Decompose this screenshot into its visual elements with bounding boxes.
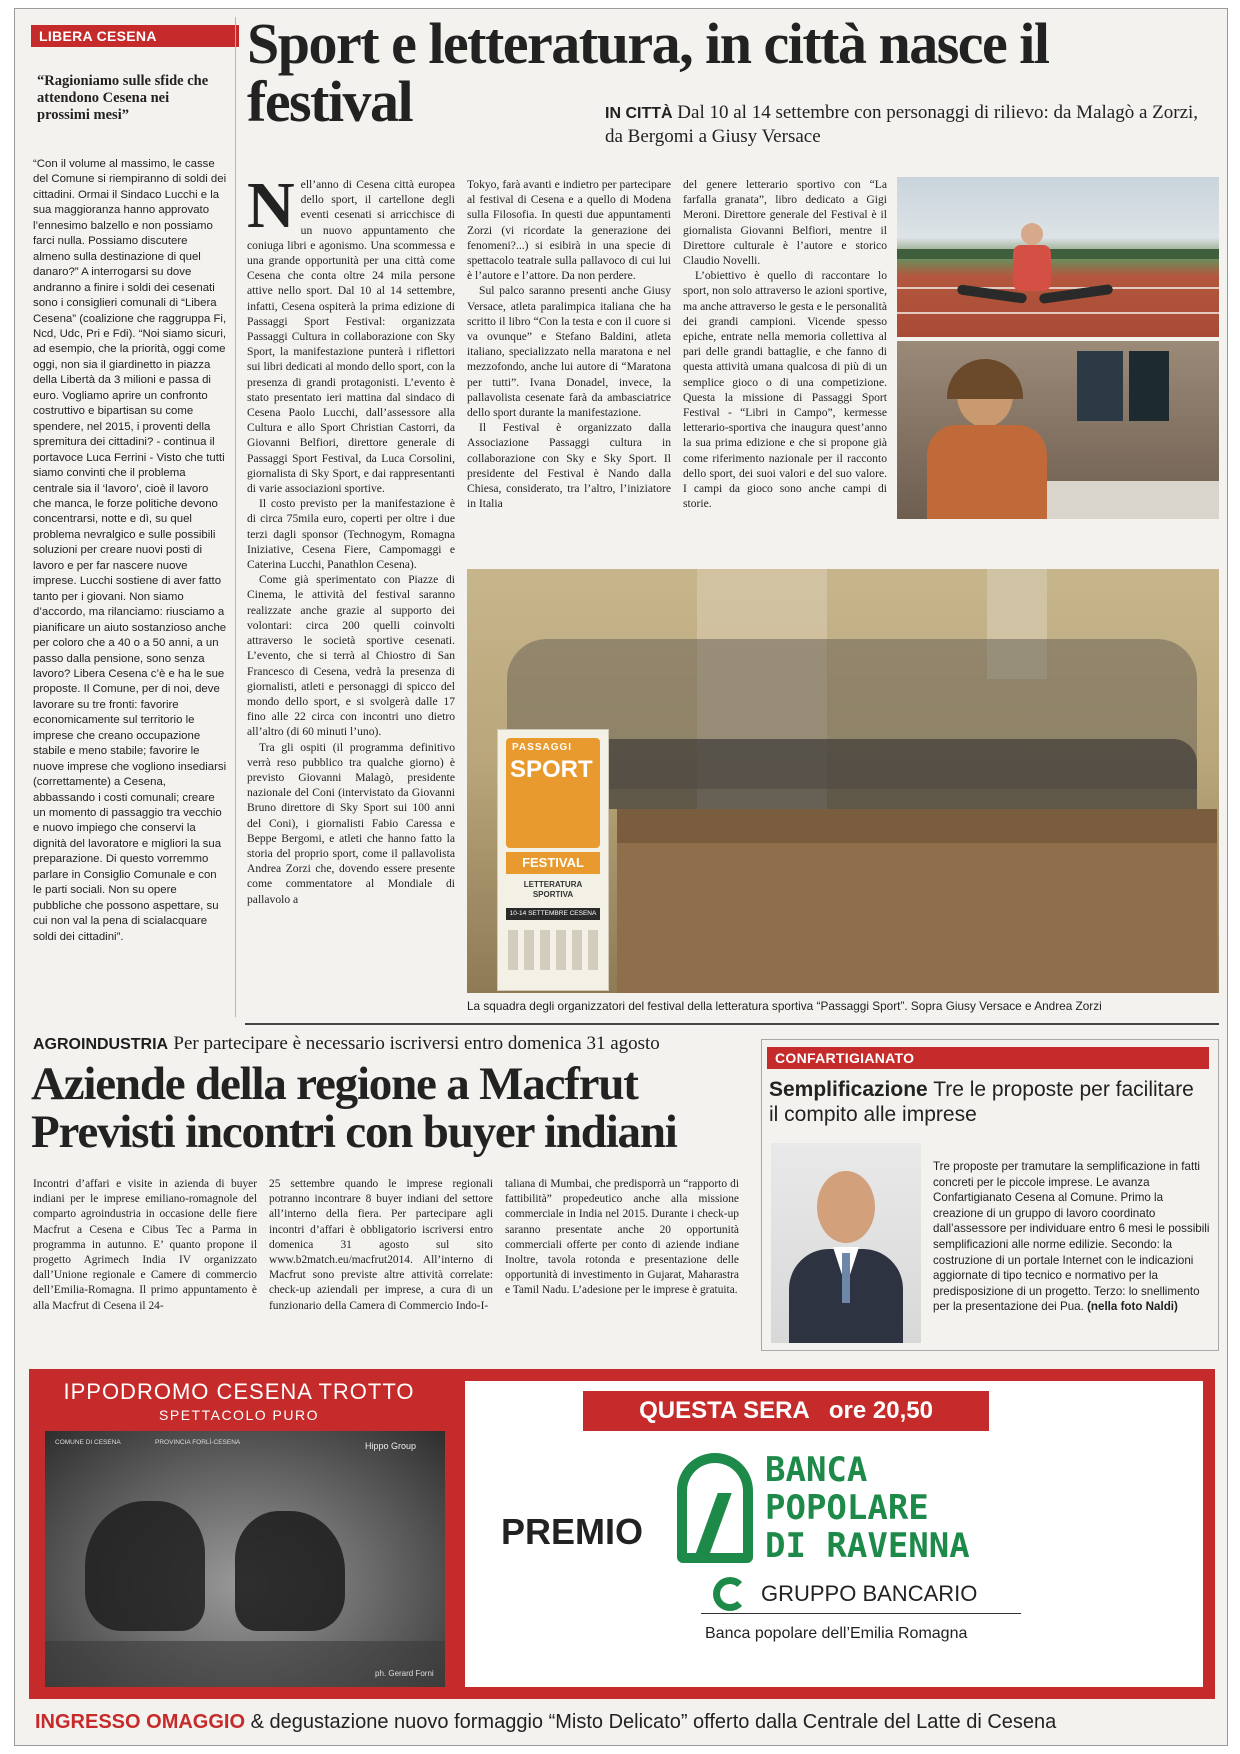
macfrut-column-2: 25 settembre quando le imprese regionali potranno incontrare 8 buyer indiani del settore all’interno della fiera. Per partecipare agli incontri d’affari è obbligatorio iscriversi entro domenica 31 agosto sul sito www.b2match.eu/macfrut2014. All’interno di Macfrut sono previste altre attività correlate: check-up aziendali per imprese, a cura di un funzionario della Camera di Commercio Indo-I- (269, 1178, 493, 1312)
bank-logo-icon (677, 1453, 753, 1563)
ad-footer-bold: INGRESSO OMAGGIO (35, 1711, 246, 1733)
confartigianato-title (769, 1077, 1209, 1127)
photo-organizers-group (467, 569, 1219, 993)
photo-andrea-zorzi (897, 341, 1219, 519)
banner-passaggi: PASSAGGI (512, 742, 573, 753)
festival-paragraph: Tra gli ospiti (il programma definitivo verrà reso pubblico tra qualche giorno) è previsto Giovanni Malagò, presidente nazionale del Coni (intervistato da Giovanni Bruno direttore di Sky Sport sui 100 anni del Coni), i giornalisti Fabio Caressa e Beppe Bergomi, e atleti che hanno fatto la storia del proprio sport, come il pallavolista Andrea Zorzi che, dovendo essere presente come commentatore al Mondiale di pallavolo a (247, 740, 455, 906)
festival-headline: Sport e letteratura, in città nasce il festival (247, 11, 1049, 134)
gruppo-bancario-icon (713, 1577, 747, 1611)
ad-tagline: SPETTACOLO PURO (159, 1407, 319, 1423)
newspaper-page (14, 8, 1228, 1746)
festival-column-3 (683, 177, 887, 557)
banner-dates: 10-14 SETTEMBRE CESENA (506, 908, 600, 920)
festival-subhead-block (605, 101, 1217, 148)
confartigianato-tag: CONFARTIGIANATO (767, 1047, 1209, 1069)
festival-column-2 (467, 177, 671, 557)
festival-column-1 (247, 177, 455, 1019)
dropcap: N (247, 177, 295, 242)
libera-cesena-quote: “Ragioniamo sulle sfide che attendono Cesena nei prossimi mesi” (37, 73, 209, 123)
macfrut-headline-2: Previsti incontri con buyer indiani (31, 1106, 677, 1158)
confartigianato-body (933, 1159, 1211, 1345)
festival-paragraph: ell’anno di Cesena città europea dello sport, il cartellone degli eventi cesenati si arricchisce di un nuovo appuntamento che coniuga libri e agonismo. Una scommessa e una grande opportunità per una città come Cesena che conta oltre 24 mila persone attive nello sport. Dal 10 al 14 settembre, infatti, Cesena ospiterà la prima edizione di Passaggi Sport Festival: organizzata Passaggi Cultura in collaborazione con Sky Sport, la manifestazione punterà i riflettori sui libri dedicati al mondo dello sport, con la presenza di grandi protagonisti. L’evento è stato presentato ieri mattina dal sindaco di Cesena Paolo Lucchi, dall’assessore alla Cultura e allo Sport Christian Castorri, da Giovanni Belfiori, direttore generale di Passaggi Sport Festival, da Luca Corsolini, giornalista di Sky Sport, e dai rappresentanti di varie associazioni sportive. (247, 178, 455, 496)
ad-footer-rest: & degustazione nuovo formaggio “Misto Delicato” offerto dalla Centrale del Latte di Cesena (250, 1711, 1057, 1733)
logo-hippo: Hippo Group (365, 1441, 417, 1451)
bank-name (765, 1451, 970, 1565)
festival-paragraph: Come già sperimentato con Piazze di Cinema, le attività del festival saranno realizzate anche grazie al supporto dei volontari: circa 200 quelli coinvolti attraverso le società sportive cesenati. L’evento, che si terrà al Chiostro di San Francesco di Cesena, vedrà la presenza di giornalisti, atleti e personaggi di spicco del mondo dello sport, e si svolgerà dalle 17 fino alle 22 circa con incontri uno dietro all’altro (di 60 minuti l’uno). (247, 573, 455, 739)
ad-group: GRUPPO BANCARIO (761, 1581, 978, 1606)
confartigianato-photo-note: (nella foto Naldi) (1087, 1300, 1178, 1314)
festival-banner (497, 729, 609, 991)
macfrut-headline-1: Aziende della regione a Macfrut (31, 1058, 638, 1110)
ad-photo-credit: ph. Gerard Forni (375, 1669, 434, 1678)
ad-venue: IPPODROMO CESENA TROTTO (63, 1379, 415, 1404)
festival-paragraph: Il costo previsto per la manifestazione è di circa 75mila euro, coperti per oltre i due terzi dagli sponsor (Technogym, Romagna Iniziative, Cesena Fiere, Campomaggi e Caterina Lucchi, Panathlon Cesena). (247, 497, 455, 572)
festival-paragraph: Sul palco saranno presenti anche Giusy Versace, atleta paralimpica italiana che ha scritto il libro “Con la testa e con il cuore si va ovunque” e Stefano Baldini, atleta italiano, specializzato nella maratona e nel mezzofondo, anche lui autore di “Maratona per tutti”. Ivana Donadel, invece, la pallavolista cesenate farà da ambasciatrice dello sport durante la manifestazione. (467, 284, 671, 420)
macfrut-subhead: Per partecipare è necessario iscriversi entro domenica 31 agosto (173, 1033, 660, 1054)
banner-festival: FESTIVAL (506, 852, 600, 874)
festival-paragraph: del genere letterario sportivo con “La farfalla granata”, libro dedicato a Gigi Meroni. Direttore generale del Festival è il giornalista Giovanni Belfiori, mentre il Direttore culturale è l’autore e storico Claudio Novelli. (683, 178, 887, 268)
libera-cesena-tag: LIBERA CESENA (31, 25, 239, 47)
section-divider (245, 1023, 1219, 1025)
photo-giusy-versace (897, 177, 1219, 337)
macfrut-column-1: Incontri d’affari e visite in azienda di buyer indiani per le imprese emiliano-romagnole del comparto agroindustria in occasione delle fiere Macfrut a Cesena e Cibus Tec a Parma in programma in autunno. E’ quanto propone il progetto Agrimech India IV organizzato dall’Unione regionale e Camere di commercio dell’Emilia-Romagna. Il primo appuntamento è alla Macfrut di Cesena il 24- (33, 1178, 257, 1312)
bank-name-2: POPOLARE (765, 1488, 929, 1528)
banner-letteratura: LETTERATURA SPORTIVA (523, 880, 583, 899)
libera-cesena-body: “Con il volume al massimo, le casse del Comune si riempiranno di soldi dei cittadini. Ormai il Sindaco Lucchi e la sua maggioranza hanno approvato l’ennesimo balzello e non possiamo farci nulla. Possiamo discutere almeno sulla destinazione di quel danaro?” A interrogarsi su dove andranno a finire i soldi dei cesenati sono i consiglieri comunali di “Libera Cesena” (coalizione che raggruppa Fi, Ncd, Udc, Pri e Fdi). “Noi siamo sicuri, ad esempio, che la priorità, oggi come oggi, non sia il giardinetto in piazza della Libertà da 3 milioni e passa di euro. Vogliamo aprire un confronto costruttivo e bipartisan su come spendere, nel 2015, i proventi della spremitura dei cittadini? - continua il portavoce Luca Ferrini - Visto che tutti siamo convinti che il problema centrale sia il ‘lavoro’, cioè il lavoro che manca, le forze politiche devono concentrarsi, notte e dì, su quel problema nevralgico e sulle possibili soluzioni per creare nuovi posti di lavoro e per far nascere nuove imprese. Lucchi sostiene di aver fatto tanto per i giovani. Non siamo d’accordo, ma rilanciamo: riusciamo a pianificare un aiuto sostanzioso anche per coloro che a 40 o a 50 anni, a un passo dalla pensione, sono senza lavoro? Libera Cesena c’è e ha le sue proposte. Il Comune, per di noi, deve lavorare su tre fronti: favorire economicamente sul territorio le imprese che creano occupazione stabile e meno stabile; favorire le nuove imprese che vogliono insediarsi (correttamente) a Cesena, abbassando i costi comunali; creare un momento di passaggio tra vecchio e nuovo impiego che conservi la dignità del lavoratore e migliori la sua preparazione. Di questo vorremmo parlare in Consiglio Comunale e con le parti sociali. Non su opere pubbliche che possono aspettare, su cui non val la pena di scialacquare soldi dei cittadini”. (33, 158, 227, 943)
banner-sport: SPORT (510, 756, 593, 783)
ad-premio: PREMIO (501, 1511, 644, 1552)
logo-comune: COMUNE DI CESENA (55, 1439, 121, 1446)
festival-paragraph: L’obiettivo è quello di raccontare lo sport, non solo attraverso le azioni sportive, ma anche attraverso le gesta e le personalità dei grandi campioni. Vicende spesso epiche, entrate nella memoria collettiva al pari delle grandi battaglie, e che fanno di questa attività umana qualcosa di più di un semplice gioco o di una competizione. Questa la missione di Passaggi Sport Festival - “Libri in Campo”, kermesse letterario-sportiva che inaugura quest’anno la sua prima edizione e che si propone già come riferimento nazionale per il racconto dello sport, dei suoi valori e del suo valore. I campi da gioco sono anche campi di storie. (683, 269, 887, 511)
macfrut-column-3: taliana di Mumbai, che predisporrà un “rapporto di fattibilità” propedeutico anche alla missione commerciale in India nel 2015. Durante i check-up saranno presentate anche 20 opportunità commerciali offerte per conto di aziende indiane Inoltre, tavola rotonda e presentazione delle opportunità di investimento in Gujarat, Maharastra e Tamil Nadu. L’adesione per le imprese è gratuita. (505, 1178, 739, 1297)
ad-group-sub: Banca popolare dell’Emilia Romagna (705, 1625, 968, 1642)
column-divider (235, 17, 236, 1017)
macfrut-kicker-block (33, 1033, 753, 1056)
ad-tonight: QUESTA SERA ore 20,50 (583, 1391, 989, 1431)
ad-horse-photo (45, 1431, 445, 1687)
festival-kicker: IN CITTÀ (605, 105, 673, 122)
group-photo-caption: La squadra degli organizzatori del festival della letteratura sportiva “Passaggi Sport”. Sopra Giusy Versace e Andrea Zorzi (467, 999, 1102, 1013)
ad-footer (35, 1709, 1225, 1735)
bank-name-3: DI RAVENNA (765, 1526, 970, 1566)
macfrut-kicker: AGROINDUSTRIA (33, 1036, 169, 1053)
logo-provincia: PROVINCIA FORLÌ-CESENA (155, 1439, 241, 1446)
confartigianato-title-bold: Semplificazione (769, 1078, 928, 1101)
photo-naldi (771, 1143, 921, 1343)
bank-name-1: BANCA (765, 1450, 868, 1490)
confartigianato-title-rest: Tre le proposte per facilitare il compito alle imprese (769, 1078, 1194, 1126)
ad-sponsor-panel (465, 1381, 1203, 1687)
festival-subhead: Dal 10 al 14 settembre con personaggi di rilievo: da Malagò a Zorzi, da Bergomi a Giusy Versace (605, 102, 1199, 147)
ippodromo-ad (29, 1369, 1215, 1699)
festival-paragraph: Il Festival è organizzato dalla Associazione Passaggi cultura in collaborazione con Sky e Sky Sport. Il presidente del Festival è Nando dalla Chiesa, considerato, tra l’altro, l’iniziatore in Italia (467, 421, 671, 511)
festival-paragraph: Tokyo, farà avanti e indietro per partecipare al festival di Cesena e a quello di Modena sulla Filosofia. In questi due appuntamenti Zorzi (vi ricordate la generazione dei fenomeni?...) si esibirà in una specie di spettacolo teatrale sulla pallavoco di cui lui è l’autore e l’attore. Da non perdere. (467, 178, 671, 283)
confartigianato-text: Tre proposte per tramutare la semplificazione in fatti concreti per le piccole imprese. Le avanza Confartigianato Cesena al Comune. Primo la creazione di un gruppo di lavoro coordinato dall’assessore per individuare entro 6 mesi le possibili semplificazioni alle norme edilizie. Secondo: la costruzione di un portale Internet con le indicazioni aggiornate di tipo tecnico e normativo per la predisposizione di un progetto. Terzo: lo snellimento per la presentazione dei Pua. (933, 1160, 1210, 1314)
